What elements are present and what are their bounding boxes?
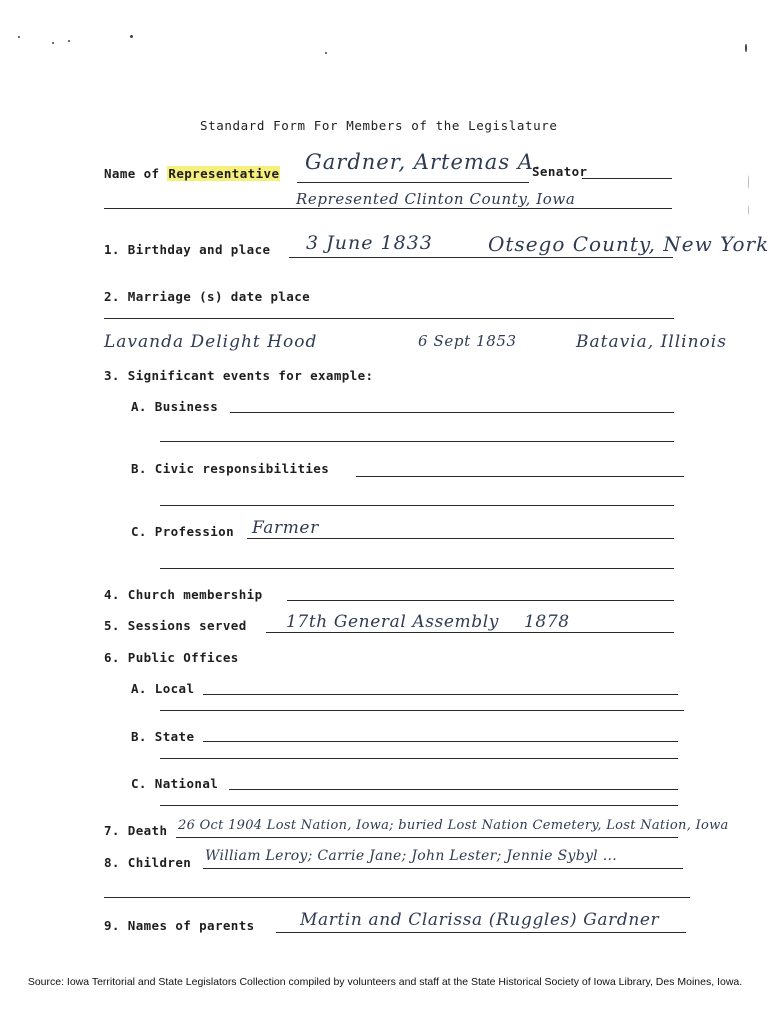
birthday-line (289, 257, 673, 258)
civic-responsibilities-label: B. Civic responsibilities (131, 461, 330, 476)
form-title: Standard Form For Members of the Legislature (200, 118, 558, 133)
profession-line (247, 538, 674, 539)
scan-speck (325, 52, 327, 54)
marriage-date-value: 6 Sept 1853 (418, 332, 517, 350)
scan-speck (52, 42, 54, 44)
scan-speck (18, 36, 20, 38)
name-label-prefix: Name of (104, 166, 168, 181)
state-line (203, 741, 678, 742)
name-value: Gardner, Artemas A. (305, 150, 542, 174)
state-line-2 (160, 758, 678, 759)
local-line (203, 694, 678, 695)
children-line (203, 868, 683, 869)
name-line (297, 182, 529, 183)
scan-speck (748, 205, 749, 215)
senator-line (582, 178, 672, 179)
senator-label: Senator (532, 164, 588, 179)
source-citation: Source: Iowa Territorial and State Legislators Collection compiled by volunteers and staff at the State Historical Society of Iowa Library, Des Moines, Iowa. (27, 976, 743, 988)
name-label (104, 166, 280, 181)
scan-speck (130, 35, 133, 38)
children-label: 8. Children (104, 855, 192, 870)
representative-label-highlighted: Representative (168, 166, 280, 181)
national-line (229, 789, 678, 790)
parents-value: Martin and Clarissa (Ruggles) Gardner (300, 910, 660, 930)
scan-speck (745, 44, 747, 52)
church-membership-label: 4. Church membership (104, 587, 263, 602)
marriage-spouse-value: Lavanda Delight Hood (104, 332, 318, 352)
civic-line-2 (160, 505, 674, 506)
business-line-2 (160, 441, 674, 442)
scan-speck (68, 40, 70, 42)
scan-speck (748, 175, 749, 189)
public-offices-label: 6. Public Offices (104, 650, 239, 665)
state-office-label: B. State (131, 729, 195, 744)
local-office-label: A. Local (131, 681, 195, 696)
birthday-date-value: 3 June 1833 (306, 232, 433, 254)
children-value: William Leroy; Carrie Jane; John Lester; Jennie Sybyl ... (205, 848, 617, 864)
marriage-label: 2. Marriage (s) date place (104, 289, 311, 304)
significant-events-label: 3. Significant events for example: (104, 368, 374, 383)
represented-county-value: Represented Clinton County, Iowa (296, 190, 576, 208)
children-line-2 (104, 897, 690, 898)
sessions-served-label: 5. Sessions served (104, 618, 247, 633)
national-line-2 (160, 805, 678, 806)
profession-label: C. Profession (131, 524, 235, 539)
parents-line (276, 932, 686, 933)
sessions-served-value: 17th General Assembly (286, 612, 499, 632)
business-line (230, 412, 674, 413)
parents-label: 9. Names of parents (104, 918, 255, 933)
church-line (287, 600, 674, 601)
marriage-line (104, 318, 674, 319)
civic-line (356, 476, 684, 477)
business-label: A. Business (131, 399, 219, 414)
national-office-label: C. National (131, 776, 219, 791)
birthday-label: 1. Birthday and place (104, 242, 271, 257)
profession-value: Farmer (252, 518, 319, 538)
local-line-2 (160, 710, 684, 711)
death-value: 26 Oct 1904 Lost Nation, Iowa; buried Lost Nation Cemetery, Lost Nation, Iowa (178, 818, 729, 833)
marriage-place-value: Batavia, Illinois (576, 332, 727, 352)
sessions-year-value: 1878 (524, 612, 570, 632)
birthday-place-value: Otsego County, New York (488, 232, 770, 256)
sessions-line (266, 632, 674, 633)
profession-line-2 (160, 568, 674, 569)
death-label: 7. Death (104, 823, 168, 838)
name-line-2 (104, 208, 672, 209)
death-line (176, 837, 678, 838)
